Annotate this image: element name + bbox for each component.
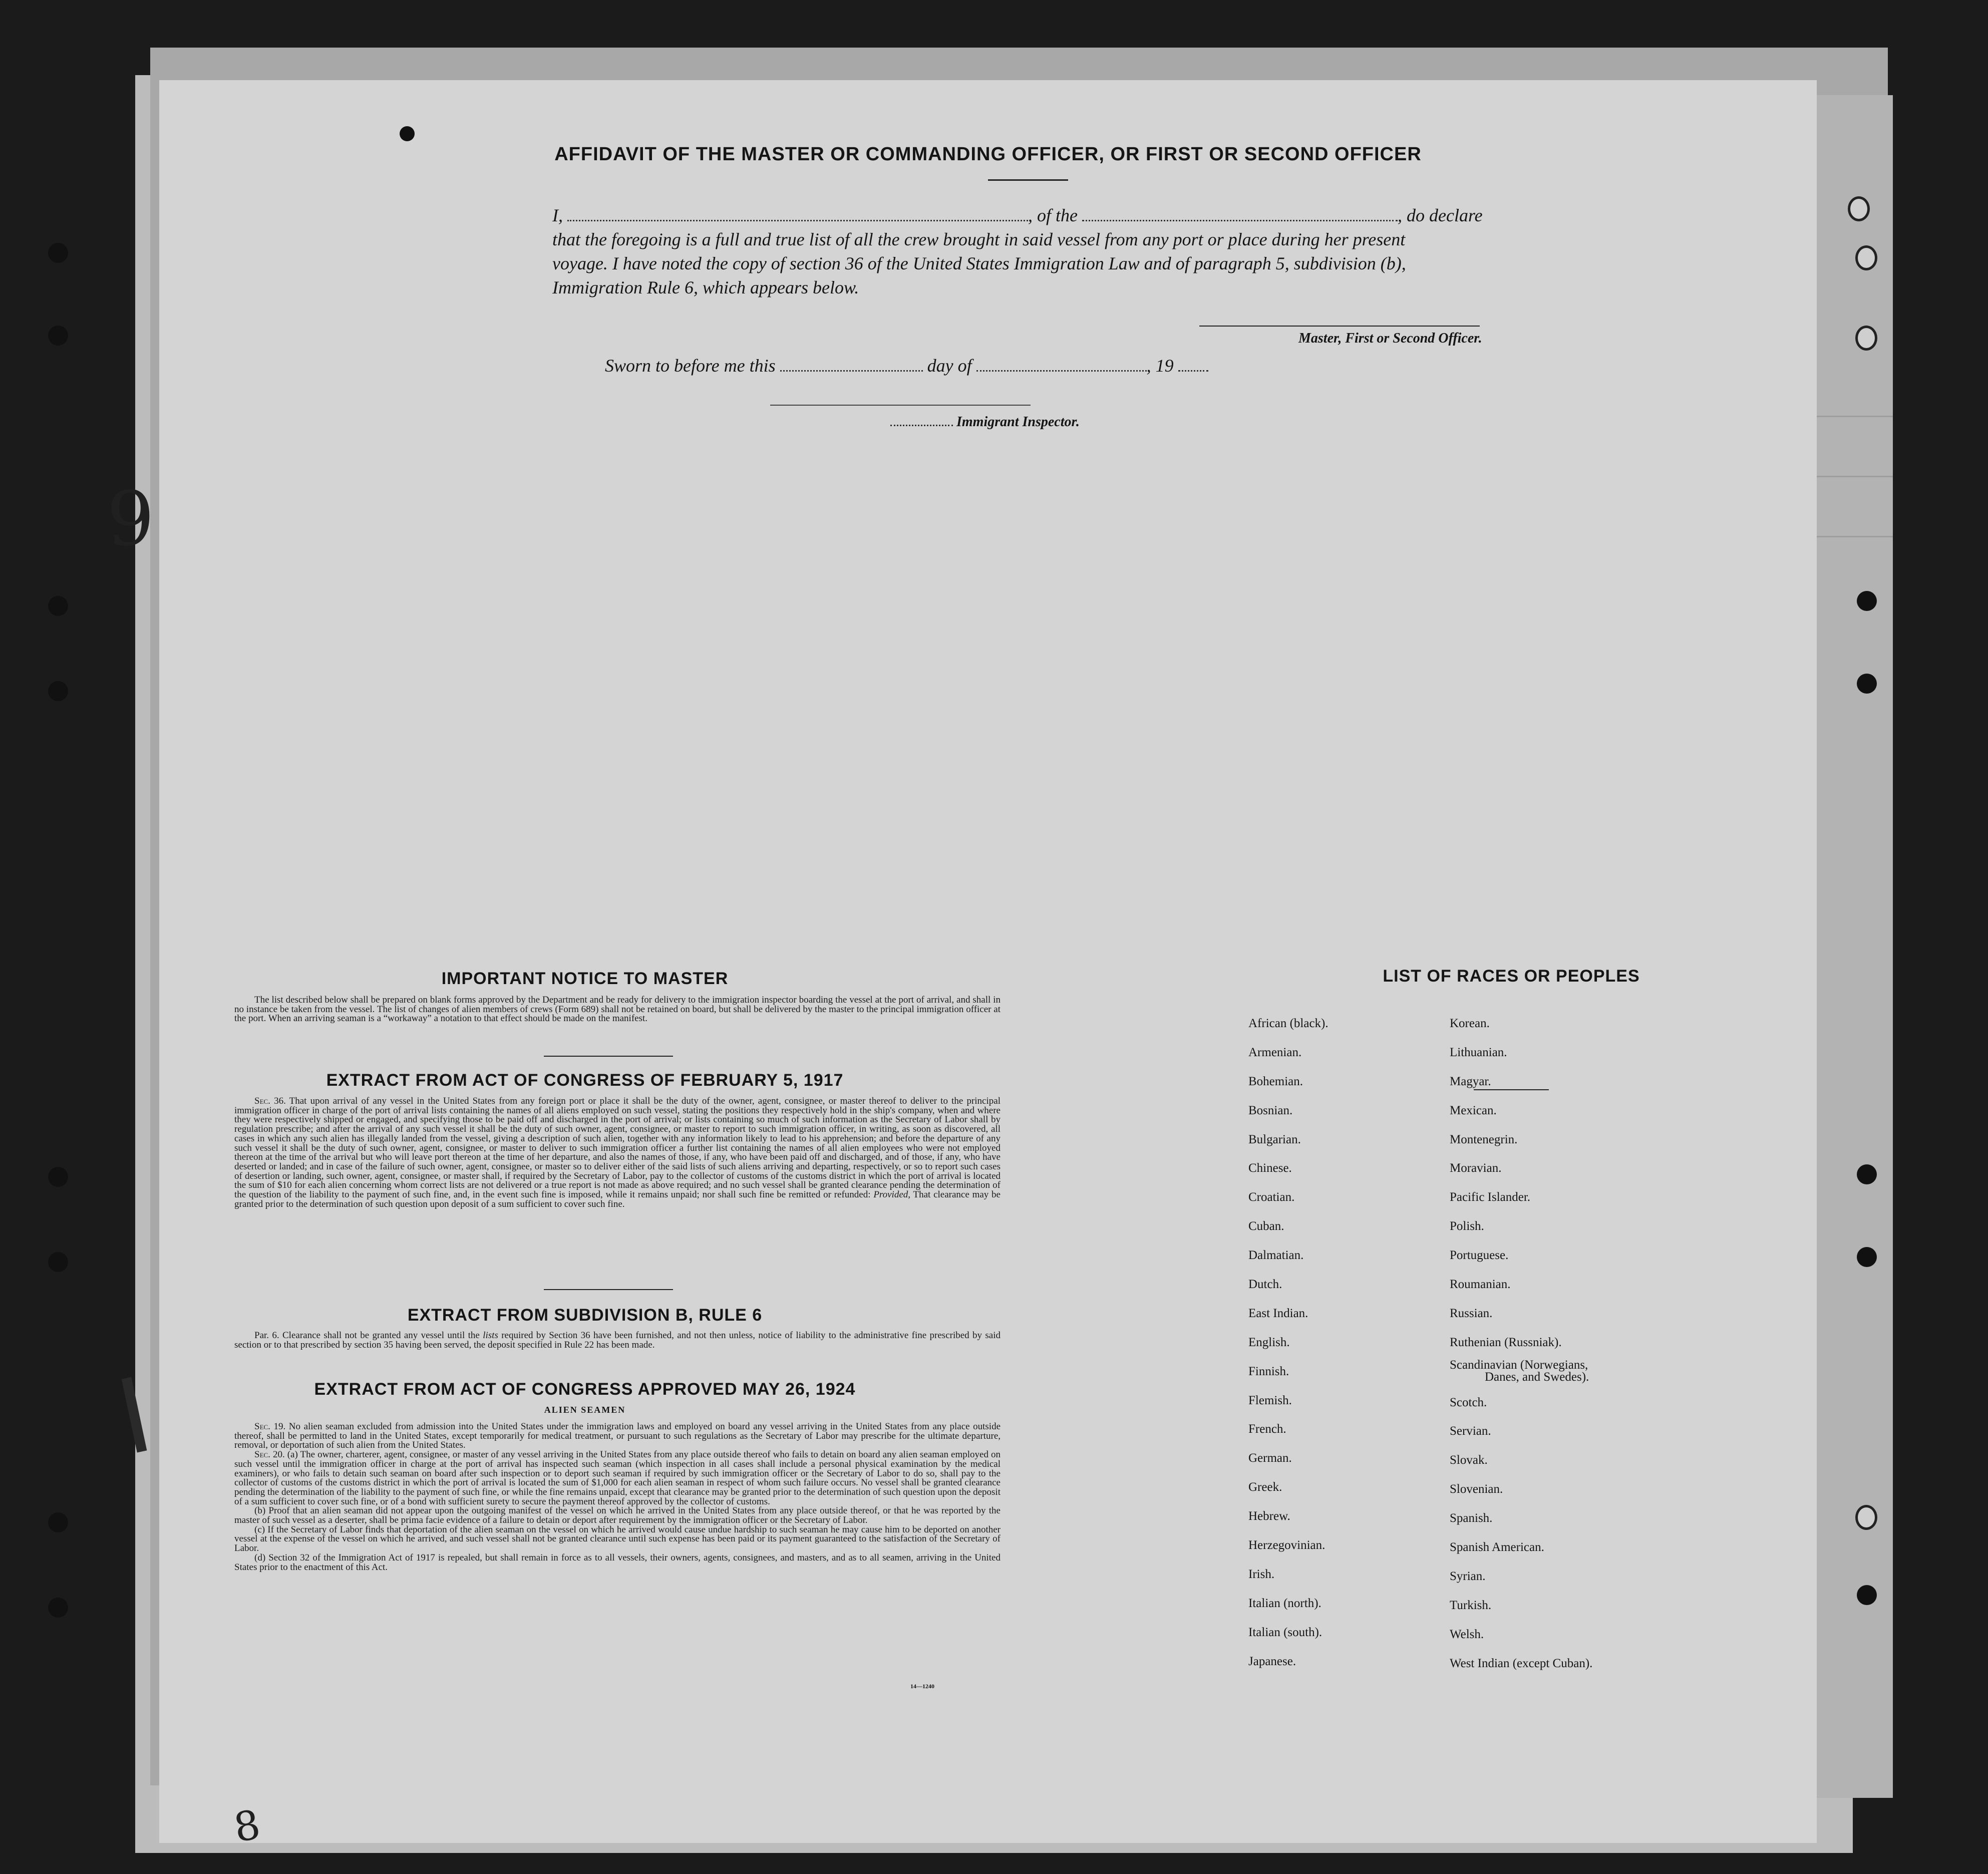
race-item: Herzegovinian.	[1248, 1538, 1326, 1552]
sec-20-label: Sec. 20.	[254, 1449, 285, 1460]
lists-word: lists	[483, 1330, 498, 1341]
year-prefix: , 19	[1146, 356, 1174, 376]
race-item: Slovenian.	[1450, 1482, 1503, 1496]
punch-hole	[1857, 1247, 1877, 1267]
affidavit-line-3: voyage. I have noted the copy of section 36 of the United States Immigration Law and of paragraph 5, subdivision (b),	[552, 253, 1406, 273]
extract-1924-text	[234, 1422, 1001, 1572]
of-the-label: , of the	[1028, 205, 1078, 225]
par-6-text-end: required by Section 36 have been furnished, and not then unless, notice of liability to the administrative fine prescribed by said section or to that prescribed by section 35 having been served, the deposit specified in Rule 22 has been made.	[234, 1330, 1001, 1350]
sworn-line	[605, 355, 1601, 377]
race-item: Magyar.	[1450, 1074, 1491, 1088]
month-blank[interactable]	[976, 357, 1147, 372]
master-signature-label: Master, First or Second Officer.	[1298, 331, 1482, 346]
punch-hole	[1848, 196, 1870, 221]
race-item: German.	[1248, 1451, 1292, 1465]
sec-20b-text: (b) Proof that an alien seaman did not appear upon the outgoing manifest of the vessel on which he arrived in the United States from any place outside thereof, or that he was reported by the master of such vessel as a deserter, shall be prima facie evidence of a failure to detain or deport after requirement by the immigration officer or the Secretary of Labor.	[234, 1505, 1001, 1526]
race-item-continued: Danes, and Swedes).	[1485, 1370, 1589, 1384]
race-item: Scandinavian (Norwegians,	[1450, 1358, 1588, 1372]
sec-36-text-end: That clearance may be granted prior to the determination of such question upon deposit of a sum sufficient to cover such fine.	[234, 1189, 1001, 1209]
divider	[544, 1056, 673, 1057]
name-blank[interactable]	[567, 207, 1028, 221]
race-item: Greek.	[1248, 1480, 1282, 1494]
punch-hole	[48, 326, 68, 346]
race-item: Spanish American.	[1450, 1540, 1544, 1554]
subdivision-title: EXTRACT FROM SUBDIVISION B, RULE 6	[407, 1306, 763, 1325]
extract-1917-text	[234, 1097, 1001, 1209]
race-item-scandinavian	[1450, 1357, 1592, 1388]
affidavit-title: AFFIDAVIT OF THE MASTER OR COMMANDING OFFICER, OR FIRST OR SECOND OFFICER	[554, 144, 1422, 165]
race-item: Roumanian.	[1450, 1278, 1511, 1292]
inspector-signature-label	[890, 414, 1080, 430]
race-item: Cuban.	[1248, 1219, 1284, 1233]
punch-hole	[1855, 1505, 1877, 1530]
punch-hole	[1857, 591, 1877, 611]
master-signature-line[interactable]	[1199, 326, 1480, 327]
race-item: Hebrew.	[1248, 1509, 1290, 1523]
divider	[988, 179, 1068, 181]
race-item: West Indian (except Cuban).	[1450, 1656, 1593, 1670]
sec-19-text: No alien seaman excluded from admission into the United States under the immigration laws and employed on board any vessel arriving in the United States from any place outside thereof, shall be permitted to land in the United States, except temporarily for medical treatment, or pursuant to such regulations as the Secretary of Labor may prescribe for the ultimate departure, removal, or deportation of such alien from the United States.	[234, 1421, 1001, 1451]
race-item: English.	[1248, 1335, 1290, 1349]
race-item: Russian.	[1450, 1306, 1493, 1320]
punch-hole	[48, 1252, 68, 1272]
race-item: Bosnian.	[1248, 1103, 1293, 1117]
divider	[544, 1289, 673, 1290]
race-item: Portuguese.	[1450, 1248, 1509, 1263]
sec-20a-paragraph	[234, 1450, 1001, 1506]
handwritten-mark: 8	[230, 1801, 264, 1851]
affidavit-line-1	[552, 204, 1549, 226]
punch-hole	[48, 243, 68, 263]
extract-1924-title: EXTRACT FROM ACT OF CONGRESS APPROVED MAY 26, 1924	[314, 1380, 856, 1399]
race-item: Lithuanian.	[1450, 1045, 1507, 1059]
alien-seamen-subtitle: ALIEN SEAMEN	[544, 1405, 626, 1415]
vessel-blank[interactable]	[1082, 207, 1398, 221]
race-item: Korean.	[1450, 1017, 1490, 1030]
affidavit-line-2: that the foregoing is a full and true list of all the crew brought in said vessel from any port or place during her present	[552, 229, 1406, 249]
do-declare-label: , do declare	[1397, 205, 1483, 225]
race-item: French.	[1248, 1422, 1286, 1436]
race-item: Servian.	[1450, 1424, 1491, 1438]
race-item: Chinese.	[1248, 1161, 1292, 1175]
race-item: Irish.	[1248, 1567, 1275, 1581]
punch-hole	[1855, 326, 1877, 351]
race-item: Flemish.	[1248, 1393, 1292, 1407]
extract-1917-title: EXTRACT FROM ACT OF CONGRESS OF FEBRUARY 5, 1917	[326, 1071, 844, 1090]
form-number: 14—1240	[910, 1683, 934, 1690]
punch-hole	[400, 126, 415, 141]
punch-hole	[48, 596, 68, 616]
race-item: Bulgarian.	[1248, 1132, 1301, 1146]
sec-20b-paragraph	[234, 1506, 1001, 1525]
sworn-label: Sworn to before me this	[605, 356, 776, 376]
inspector-dots	[890, 417, 953, 426]
race-item: Dalmatian.	[1248, 1248, 1304, 1263]
race-item: Montenegrin.	[1450, 1132, 1518, 1146]
inspector-label: Immigrant Inspector.	[956, 414, 1080, 430]
sec-20d-paragraph	[234, 1553, 1001, 1572]
punch-hole	[1857, 1164, 1877, 1184]
race-item: Welsh.	[1450, 1627, 1484, 1641]
race-item: Japanese.	[1248, 1654, 1296, 1668]
notice-title: IMPORTANT NOTICE TO MASTER	[441, 969, 729, 988]
punch-hole	[48, 1512, 68, 1532]
sec-20a-text: (a) The owner, charterer, agent, consignee, or master of any vessel arriving in the United States from any place outside thereof who fails to detain on board any alien seaman employed on such vessel until the immigration officer in charge at the port of arrival has inspected such seaman (which inspection in all cases shall include a personal physical examination by the medical examiners), or who fails to detain such seaman on board after such inspection or to deport such seaman if required by such immigration officer or the Secretary of Labor to do so, shall pay to the collector of customs of the customs district in which the port of arrival is located the sum of $1,000 for each alien seaman in respect of whom such failure occurs. No vessel shall be granted clearance pending the determination of the liability to the payment of such fine, or while the fine remains unpaid, except that clearance may be granted prior to the determination of such question upon the deposit of a sum sufficient to cover such fine, or of a bond with sufficient surety to secure the payment thereof approved by the collector of customs.	[234, 1449, 1001, 1507]
race-item: Slovak.	[1450, 1453, 1488, 1467]
handwritten-mark: 9	[107, 476, 155, 563]
punch-hole	[1857, 674, 1877, 694]
sec-20c-paragraph	[234, 1525, 1001, 1553]
punch-hole	[1857, 1585, 1877, 1605]
punch-hole	[48, 1598, 68, 1618]
provided-word: Provided,	[873, 1189, 911, 1200]
race-item: East Indian.	[1248, 1306, 1308, 1320]
race-item: Dutch.	[1248, 1278, 1282, 1292]
punch-hole	[48, 681, 68, 701]
race-item: Turkish.	[1450, 1598, 1492, 1612]
notice-text: The list described below shall be prepared on blank forms approved by the Department and be ready for delivery to the immigration inspector boarding the vessel at the port of arrival, and shall in no instance be taken from the vessel. The list of changes of alien members of crews (Form 689) shall not be retained on board, but shall be delivered by the master to the principal immigration officer at the port. When an arriving seaman is a “workaway” a notation to that effect should be made on the manifest.	[234, 995, 1001, 1024]
subdivision-text	[234, 1331, 1001, 1350]
races-title: LIST OF RACES OR PEOPLES	[1383, 967, 1640, 986]
races-right-column	[1450, 1009, 1592, 1678]
sec-19-label: Sec. 19.	[254, 1421, 286, 1432]
inspector-signature-line[interactable]	[770, 405, 1031, 406]
day-of-label: day of	[927, 356, 972, 376]
year-blank[interactable]	[1178, 357, 1208, 372]
race-item: Finnish.	[1248, 1364, 1289, 1378]
punch-hole	[1855, 245, 1877, 270]
sec-20d-text: (d) Section 32 of the Immigration Act of 1917 is repealed, but shall remain in force as to all vessels, their owners, agents, consignees, and masters, and as to all seamen, arriving in the United States prior to the enactment of this Act.	[234, 1552, 1001, 1573]
race-item: African (black).	[1248, 1017, 1329, 1030]
race-item: Pacific Islander.	[1450, 1190, 1531, 1204]
race-item: Moravian.	[1450, 1161, 1502, 1175]
i-label: I,	[552, 205, 563, 225]
race-item: Spanish.	[1450, 1511, 1493, 1525]
race-item: Italian (north).	[1248, 1596, 1321, 1610]
race-item: Scotch.	[1450, 1395, 1487, 1409]
race-item: Ruthenian (Russniak).	[1450, 1335, 1562, 1349]
race-item: Bohemian.	[1248, 1074, 1303, 1088]
sec-36-label: Sec. 36.	[254, 1096, 286, 1106]
race-item: Armenian.	[1248, 1045, 1302, 1059]
affidavit-line-4: Immigration Rule 6, which appears below.	[552, 277, 859, 297]
races-left-column	[1248, 1009, 1329, 1676]
par-6-text: Par. 6. Clearance shall not be granted any vessel until the	[254, 1330, 480, 1341]
race-item: Croatian.	[1248, 1190, 1295, 1204]
race-item: Mexican.	[1450, 1103, 1497, 1117]
punch-hole	[48, 1167, 68, 1187]
race-item: Italian (south).	[1248, 1625, 1322, 1639]
day-blank[interactable]	[780, 357, 923, 372]
race-item: Syrian.	[1450, 1569, 1486, 1583]
sec-20c-text: (c) If the Secretary of Labor finds that deportation of the alien seaman on the vessel on which he arrived would cause undue hardship to such seaman he may cause him to be deported on another vessel at the expense of the vessel on which he arrived, and such vessel shall not be granted clearance until such expense has been paid or its payment guaranteed to the satisfaction of the Secretary of Labor.	[234, 1524, 1001, 1554]
manifest-page	[107, 80, 1817, 1851]
race-item: Polish.	[1450, 1219, 1484, 1233]
sec-36-text: That upon arrival of any vessel in the United States from any foreign port or place it shall be the duty of the owner, agent, consignee, or master thereof to deliver to the principal immigration officer in charge of the port of arrival lists containing the names of all aliens employed on such vessel, stating the positions they respectively hold in the ship's company, when and where they were respectively shipped or engaged, and specifying those to be paid off and discharged in the port of arrival; or lists containing so much of such information as the Secretary of Labor shall by regulation prescribe; and after the arrival of any such vessel it shall be the duty of such owner, agent, consignee, or master to report to such immigration officer, in writing, as soon as discovered, all cases in which any such alien has illegally landed from the vessel, giving a description of such alien, together with any information likely to lead to his apprehension; and before the departure of any such vessel it shall be the duty of such owner, agent, consignee, or master to deliver to such immigration officer a further list containing the names of all alien employees who were not employed thereon at the time of the arrival but who will leave port thereon at the time of her departure, and also the names of those, if any, who have been paid off and discharged, and of those, if any, who have deserted or landed; and in case of the failure of such owner, agent, consignee, or master so to deliver either of the said lists of such aliens arriving and departing, respectively, or so to report such cases of desertion or landing, such owner, agent, consignee, or master shall, if required by the Secretary of Labor, pay to the collector of customs of the customs district in which the port of arrival is located the sum of $10 for each alien concerning whom correct lists are not delivered or a true report is not made as above required; and no such vessel shall be granted clearance pending the determination of the question of the liability to the payment of such fine, and, in the event such fine is imposed, while it remains unpaid; nor shall such fine be remitted or refunded:	[234, 1096, 1001, 1200]
sec-19-paragraph	[234, 1422, 1001, 1450]
